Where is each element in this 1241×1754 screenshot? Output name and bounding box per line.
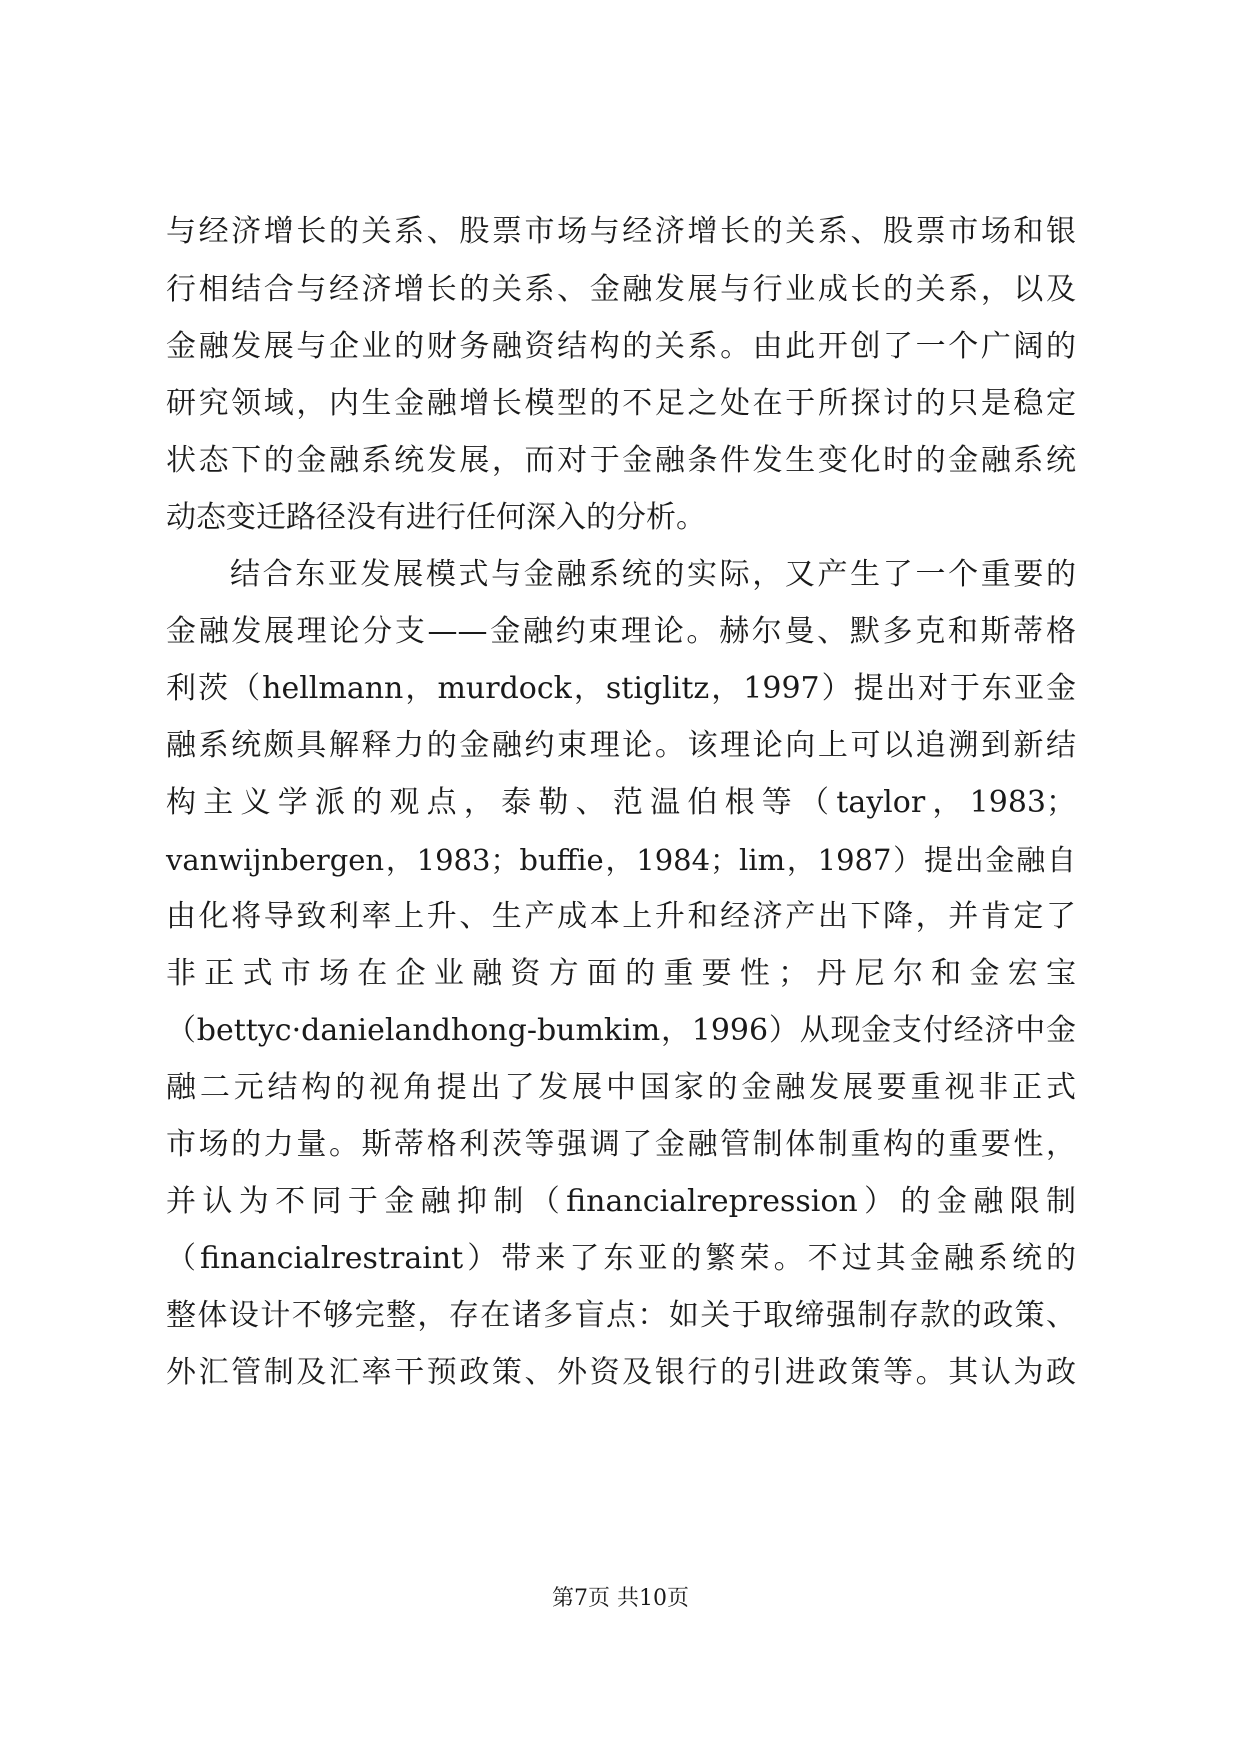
text-line: （bettyc·danielandhong-bumkim，1996）从现金支付经济中金	[166, 1013, 1076, 1048]
text-line: vanwijnbergen，1983；buffie，1984；lim，1987）提出金融自	[166, 843, 1076, 877]
text-line: 由化将导致利率上升、生产成本上升和经济产出下降，并肯定了	[166, 899, 1076, 934]
text-line: 构主义学派的观点，泰勒、范温伯根等（taylor，1983；	[166, 785, 1076, 820]
text-line: 融系统颇具解释力的金融约束理论。该理论向上可以追溯到新结	[166, 728, 1076, 763]
text-line: 研究领域，内生金融增长模型的不足之处在于所探讨的只是稳定	[166, 386, 1076, 421]
text-line: 动态变迁路径没有进行任何深入的分析。	[166, 500, 706, 535]
text-line: 利茨（hellmann，murdock，stiglitz，1997）提出对于东亚金	[166, 671, 1076, 706]
page-footer: 第7页 共10页	[552, 1586, 689, 1611]
text-line: 金融发展与企业的财务融资结构的关系。由此开创了一个广阔的	[166, 329, 1076, 364]
paragraph-first-line: 结合东亚发展模式与金融系统的实际，又产生了一个重要的	[230, 557, 1076, 592]
text-line: 与经济增长的关系、股票市场与经济增长的关系、股票市场和银	[166, 214, 1076, 249]
text-line: 状态下的金融系统发展，而对于金融条件发生变化时的金融系统	[166, 443, 1076, 478]
text-line: 金融发展理论分支——金融约束理论。赫尔曼、默多克和斯蒂格	[166, 614, 1076, 649]
text-line: 并认为不同于金融抑制（financialrepression）的金融限制	[166, 1184, 1076, 1219]
text-line: 非正式市场在企业融资方面的重要性；丹尼尔和金宏宝	[166, 956, 1076, 991]
text-line: 市场的力量。斯蒂格利茨等强调了金融管制体制重构的重要性，	[166, 1127, 1076, 1162]
text-line: 整体设计不够完整，存在诸多盲点：如关于取缔强制存款的政策、	[166, 1298, 1076, 1333]
text-line: 行相结合与经济增长的关系、金融发展与行业成长的关系，以及	[166, 272, 1076, 307]
text-line: 融二元结构的视角提出了发展中国家的金融发展要重视非正式	[166, 1070, 1076, 1105]
text-line: 外汇管制及汇率干预政策、外资及银行的引进政策等。其认为政	[166, 1355, 1076, 1390]
text-line: （financialrestraint）带来了东亚的繁荣。不过其金融系统的	[166, 1241, 1076, 1276]
